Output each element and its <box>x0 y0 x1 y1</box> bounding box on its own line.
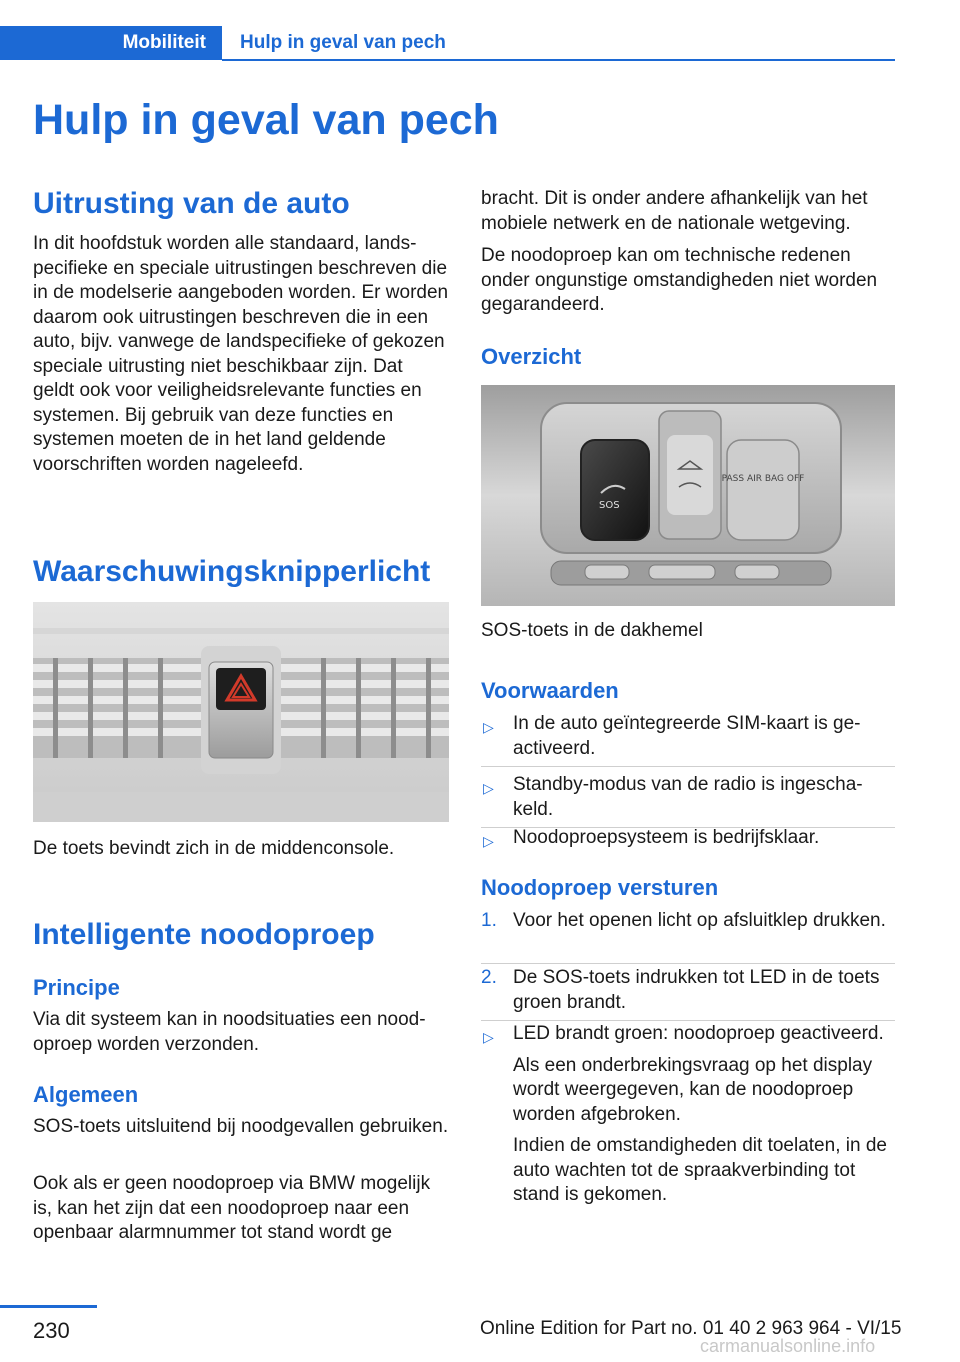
condition-item: ▷ In de auto geïntegreerde SIM-kaart is geactiveerd. <box>483 713 861 759</box>
hazard-switch-figure <box>33 602 449 822</box>
header-rule <box>222 59 895 61</box>
equipment-text: In dit hoofdstuk worden alle standaard, landspecifieke en speciale uitrustingen beschreven die in de modelserie aangeboden worden. Er worden daarom ook uitrustingen beschreven die in een auto, bijv. vanwege de landspecifieke of gekozen speciale uitrusting niet beschikbaar zijn. Dat geldt ook voor veiligheidsrelevante functies en systemen. Bij gebruik van deze functies en systemen moeten de in het land geldende voorschriften worden nageleefd. <box>33 233 449 475</box>
hazard-caption: De toets bevindt zich in de middenconsole. <box>33 838 395 859</box>
sos-button-figure <box>481 385 895 606</box>
bullet-triangle-icon: ▷ <box>483 833 494 849</box>
principle-text: Via dit systeem kan in noodsituaties een noodoproep worden verzonden. <box>33 1009 426 1055</box>
led-item: ▷ LED brandt groen: noodoproep geactiveerd. Als een onderbrekingsvraag op het display wordt weergegeven, kan de noodoproep worden afgebroken. Indien de omstandigheden dit toelaten, in de auto wachten tot de spraakverbinding tot stand is gekomen. <box>481 1022 895 1208</box>
list-separator <box>481 963 895 964</box>
conditions-heading: Voorwaarden <box>481 678 619 703</box>
bullet-triangle-icon: ▷ <box>483 1029 494 1045</box>
sos-label: SOS <box>599 500 620 511</box>
overview-caption: SOS-toets in de dakhemel <box>481 620 703 641</box>
list-separator <box>481 1020 895 1021</box>
edition-text: Online Edition for Part no. 01 40 2 963 964 - VI/15 <box>480 1318 902 1339</box>
page-title: Hulp in geval van pech <box>33 96 499 144</box>
guarantee-text: De noodoproep kan om technische redenen onder ongunstige omstandigheden niet worden gegarandeerd. <box>481 245 878 315</box>
general-heading: Algemeen <box>33 1082 139 1107</box>
tab-section[interactable]: Hulp in geval van pech <box>240 32 446 53</box>
page-number: 230 <box>33 1318 70 1343</box>
pass-airbag-label: PASS AIR BAG OFF <box>721 474 805 484</box>
header-tabbar <box>0 26 895 63</box>
emergency-heading: Intelligente noodoproep <box>33 918 375 951</box>
send-heading: Noodoproep versturen <box>481 875 719 900</box>
equipment-heading: Uitrusting van de auto <box>33 187 350 220</box>
led-sub-text-1: Als een onderbrekingsvraag op het display wordt weergegeven, kan de noodoproep worden afgebroken. <box>513 1054 873 1125</box>
hazard-switch-illustration <box>33 602 449 822</box>
tab-mobiliteit-label: Mobiliteit <box>122 32 206 53</box>
hazard-heading: Waarschuwingsknipperlicht <box>33 555 431 588</box>
overview-heading: Overzicht <box>481 344 582 369</box>
bullet-triangle-icon: ▷ <box>483 780 494 796</box>
sos-roof-illustration <box>481 385 895 606</box>
led-sub-text-2: Indien de omstandigheden dit toelaten, in de auto wachten tot de spraakverbinding tot stand is gekomen. <box>513 1135 887 1205</box>
step-item: 2. De SOS-toets indrukken tot LED in de toets groen brandt. <box>481 967 880 1013</box>
footer-rule <box>0 1305 97 1308</box>
condition-item: ▷ Standby-modus van de radio is ingeschakeld. <box>483 774 863 820</box>
step-number: 1. <box>481 910 497 931</box>
watermark: carmanualsonline.info <box>700 1336 876 1356</box>
general-text-2: Ook als er geen noodoproep via BMW mogelijk is, kan het zijn dat een noodoproep naar een openbaar alarmnummer tot stand wordt ge <box>33 1173 431 1243</box>
bullet-triangle-icon: ▷ <box>483 719 494 735</box>
list-separator <box>481 766 895 767</box>
principle-heading: Principe <box>33 975 120 1000</box>
step-number: 2. <box>481 967 497 988</box>
step-item: 1. Voor het openen licht op afsluitklep drukken. <box>481 909 895 934</box>
general-text-1: SOS-toets uitsluitend bij noodgevallen gebruiken. <box>33 1116 449 1137</box>
continuation-text: bracht. Dit is onder andere afhankelijk van het mobiele netwerk en de nationale wetgeving. <box>481 188 868 234</box>
condition-item: ▷ Noodoproepsysteem is bedrijfsklaar. <box>481 826 895 851</box>
